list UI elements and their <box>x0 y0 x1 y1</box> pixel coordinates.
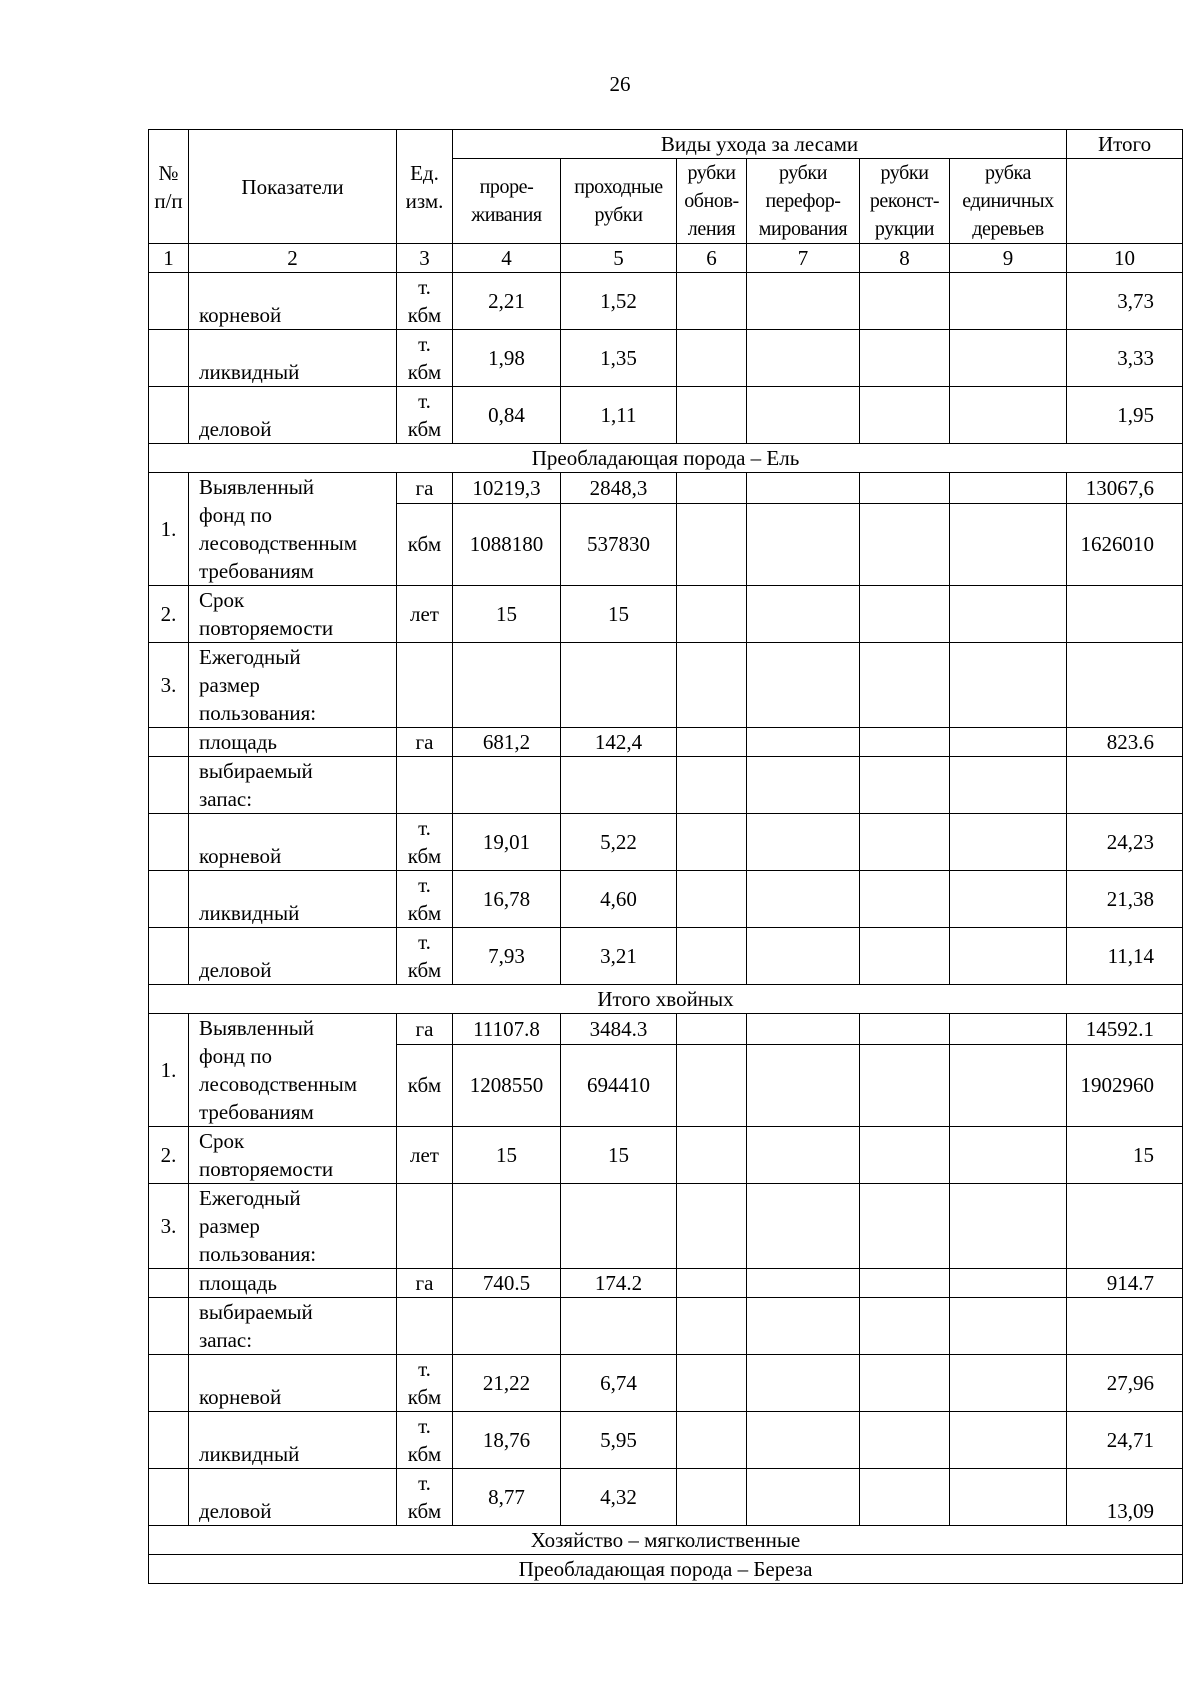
table-row <box>149 273 1183 330</box>
no-cell: 1. <box>149 473 189 586</box>
value-cell: 2,21 <box>453 273 561 330</box>
table-row <box>149 330 1183 387</box>
value-cell <box>677 1184 747 1269</box>
value-cell <box>397 1298 453 1355</box>
value-cell <box>561 1184 677 1269</box>
value-cell <box>677 1014 747 1045</box>
column-number: 2 <box>189 244 397 273</box>
total-cell: 1902960 <box>1067 1044 1183 1126</box>
value-cell <box>1067 757 1183 814</box>
section-row <box>149 1555 1183 1584</box>
value-cell: 1,52 <box>561 273 677 330</box>
no-cell <box>149 387 189 444</box>
unit-cell: га <box>397 1014 453 1045</box>
indicator-cell: корневой <box>189 1355 397 1412</box>
unit-cell: га <box>397 1269 453 1298</box>
value-cell <box>860 273 950 330</box>
total-cell: 24,71 <box>1067 1412 1183 1469</box>
table-row <box>149 1014 1183 1045</box>
unit-cell: т. кбм <box>397 871 453 928</box>
total-cell: 914.7 <box>1067 1269 1183 1298</box>
value-cell <box>747 728 860 757</box>
value-cell <box>950 503 1067 585</box>
value-cell <box>950 728 1067 757</box>
indicator-cell: выбираемый запас: <box>189 1298 397 1355</box>
total-cell: 823.6 <box>1067 728 1183 757</box>
value-cell <box>677 728 747 757</box>
total-cell: 11,14 <box>1067 928 1183 985</box>
table-row <box>149 814 1183 871</box>
column-number: 6 <box>677 244 747 273</box>
value-cell: 15 <box>561 586 677 643</box>
header-col-7: рубки перефор- мирования <box>747 159 860 244</box>
value-cell <box>561 1298 677 1355</box>
value-cell <box>747 1298 860 1355</box>
indicator-cell: площадь <box>189 1269 397 1298</box>
value-cell: 2848,3 <box>561 473 677 504</box>
value-cell <box>1067 643 1183 728</box>
no-cell <box>149 1469 189 1526</box>
indicator-cell: корневой <box>189 273 397 330</box>
no-cell <box>149 1269 189 1298</box>
header-number-row <box>149 244 1183 273</box>
indicator-cell: деловой <box>189 928 397 985</box>
indicator-cell: Выявленный фонд по лесоводственным требованиям <box>189 473 397 586</box>
unit-cell: га <box>397 473 453 504</box>
value-cell: 0,84 <box>453 387 561 444</box>
value-cell <box>950 928 1067 985</box>
value-cell <box>1067 1298 1183 1355</box>
value-cell: 11107.8 <box>453 1014 561 1045</box>
value-cell <box>747 643 860 728</box>
value-cell: 7,93 <box>453 928 561 985</box>
indicator-cell: деловой <box>189 1469 397 1526</box>
value-cell <box>677 273 747 330</box>
header-total: Итого <box>1067 130 1183 159</box>
value-cell: 694410 <box>561 1044 677 1126</box>
value-cell: 19,01 <box>453 814 561 871</box>
value-cell: 1088180 <box>453 503 561 585</box>
value-cell <box>747 586 860 643</box>
value-cell <box>677 928 747 985</box>
value-cell <box>677 1269 747 1298</box>
no-cell: 2. <box>149 586 189 643</box>
no-cell <box>149 728 189 757</box>
no-cell <box>149 757 189 814</box>
value-cell <box>677 814 747 871</box>
value-cell <box>860 814 950 871</box>
section-row <box>149 444 1183 473</box>
value-cell <box>677 473 747 504</box>
value-cell <box>860 728 950 757</box>
value-cell: 6,74 <box>561 1355 677 1412</box>
no-cell: 3. <box>149 1184 189 1269</box>
table-row <box>149 473 1183 504</box>
unit-cell: т. кбм <box>397 814 453 871</box>
unit-cell: т. кбм <box>397 1469 453 1526</box>
total-cell: 21,38 <box>1067 871 1183 928</box>
value-cell <box>747 473 860 504</box>
unit-cell: кбм <box>397 503 453 585</box>
no-cell: 1. <box>149 1014 189 1127</box>
total-cell: 24,23 <box>1067 814 1183 871</box>
value-cell: 1208550 <box>453 1044 561 1126</box>
value-cell <box>860 1184 950 1269</box>
indicator-cell: ликвидный <box>189 330 397 387</box>
value-cell <box>950 473 1067 504</box>
value-cell <box>747 814 860 871</box>
value-cell <box>860 330 950 387</box>
value-cell <box>747 503 860 585</box>
value-cell <box>860 1412 950 1469</box>
indicator-cell: ликвидный <box>189 871 397 928</box>
column-number: 4 <box>453 244 561 273</box>
value-cell <box>860 928 950 985</box>
indicator-cell: Ежегодный размер пользования: <box>189 1184 397 1269</box>
value-cell <box>860 757 950 814</box>
total-cell: 13067,6 <box>1067 473 1183 504</box>
value-cell: 537830 <box>561 503 677 585</box>
table-row <box>149 928 1183 985</box>
value-cell: 16,78 <box>453 871 561 928</box>
total-cell: 13,09 <box>1067 1469 1183 1526</box>
value-cell <box>860 643 950 728</box>
no-cell <box>149 330 189 387</box>
value-cell <box>677 1044 747 1126</box>
value-cell <box>950 1127 1067 1184</box>
value-cell: 5,95 <box>561 1412 677 1469</box>
value-cell <box>860 1127 950 1184</box>
column-number: 1 <box>149 244 189 273</box>
value-cell <box>747 928 860 985</box>
header-total-empty <box>1067 159 1183 244</box>
no-cell <box>149 871 189 928</box>
value-cell <box>950 871 1067 928</box>
table-row <box>149 643 1183 728</box>
table-row <box>149 757 1183 814</box>
unit-cell: кбм <box>397 1044 453 1126</box>
value-cell <box>397 643 453 728</box>
section-title-total: Итого хвойных <box>149 985 1183 1014</box>
column-number: 5 <box>561 244 677 273</box>
value-cell <box>950 1469 1067 1526</box>
value-cell: 4,32 <box>561 1469 677 1526</box>
value-cell <box>677 643 747 728</box>
value-cell <box>677 387 747 444</box>
indicator-cell: Выявленный фонд по лесоводственным требованиям <box>189 1014 397 1127</box>
value-cell <box>453 1298 561 1355</box>
section-row <box>149 1526 1183 1555</box>
no-cell: 2. <box>149 1127 189 1184</box>
value-cell <box>950 1412 1067 1469</box>
indicator-cell: Срок повторяемости <box>189 1127 397 1184</box>
total-cell: 27,96 <box>1067 1355 1183 1412</box>
value-cell: 15 <box>561 1127 677 1184</box>
value-cell <box>747 871 860 928</box>
value-cell <box>747 1269 860 1298</box>
section-title-soft: Хозяйство – мягколиственные <box>149 1526 1183 1555</box>
value-cell: 174.2 <box>561 1269 677 1298</box>
unit-cell: т. кбм <box>397 273 453 330</box>
value-cell <box>747 1014 860 1045</box>
value-cell <box>561 757 677 814</box>
value-cell <box>747 1469 860 1526</box>
value-cell <box>860 1269 950 1298</box>
unit-cell: т. кбм <box>397 1412 453 1469</box>
value-cell <box>950 1298 1067 1355</box>
section-title-birch: Преобладающая порода – Береза <box>149 1555 1183 1584</box>
indicator-cell: ликвидный <box>189 1412 397 1469</box>
header-row <box>149 130 1183 159</box>
value-cell <box>860 871 950 928</box>
unit-cell: лет <box>397 1127 453 1184</box>
value-cell <box>561 643 677 728</box>
no-cell <box>149 1412 189 1469</box>
total-cell: 1,95 <box>1067 387 1183 444</box>
value-cell: 142,4 <box>561 728 677 757</box>
value-cell <box>747 1184 860 1269</box>
value-cell <box>1067 1184 1183 1269</box>
value-cell <box>860 1014 950 1045</box>
value-cell: 5,22 <box>561 814 677 871</box>
value-cell: 18,76 <box>453 1412 561 1469</box>
indicator-cell: Срок повторяемости <box>189 586 397 643</box>
value-cell <box>677 330 747 387</box>
no-cell <box>149 273 189 330</box>
column-number: 8 <box>860 244 950 273</box>
header-col-5: проходные рубки <box>561 159 677 244</box>
value-cell <box>950 1014 1067 1045</box>
value-cell <box>677 757 747 814</box>
unit-cell: т. кбм <box>397 928 453 985</box>
value-cell <box>860 1298 950 1355</box>
value-cell <box>677 1127 747 1184</box>
indicator-cell: выбираемый запас: <box>189 757 397 814</box>
table-row <box>149 871 1183 928</box>
no-cell <box>149 1298 189 1355</box>
table-row <box>149 728 1183 757</box>
no-cell <box>149 814 189 871</box>
value-cell <box>860 1355 950 1412</box>
header-col-8: рубки реконст- рукции <box>860 159 950 244</box>
value-cell <box>747 1044 860 1126</box>
value-cell: 1,11 <box>561 387 677 444</box>
indicator-cell: корневой <box>189 814 397 871</box>
value-cell <box>950 387 1067 444</box>
value-cell <box>453 643 561 728</box>
value-cell <box>747 1127 860 1184</box>
value-cell <box>950 273 1067 330</box>
value-cell <box>747 1412 860 1469</box>
table-row <box>149 1127 1183 1184</box>
indicator-cell: Ежегодный размер пользования: <box>189 643 397 728</box>
value-cell <box>747 330 860 387</box>
no-cell <box>149 1355 189 1412</box>
value-cell <box>747 273 860 330</box>
header-unit: Ед. изм. <box>397 130 453 244</box>
value-cell: 21,22 <box>453 1355 561 1412</box>
value-cell: 740.5 <box>453 1269 561 1298</box>
header-no: № п/п <box>149 130 189 244</box>
value-cell <box>453 1184 561 1269</box>
value-cell: 3484.3 <box>561 1014 677 1045</box>
value-cell <box>677 503 747 585</box>
unit-cell: т. кбм <box>397 330 453 387</box>
value-cell <box>677 871 747 928</box>
value-cell: 15 <box>453 1127 561 1184</box>
value-cell: 3,21 <box>561 928 677 985</box>
value-cell <box>950 1355 1067 1412</box>
section-row <box>149 985 1183 1014</box>
table-row <box>149 1184 1183 1269</box>
value-cell <box>950 1044 1067 1126</box>
value-cell <box>747 387 860 444</box>
table-row <box>149 1269 1183 1298</box>
value-cell <box>397 1184 453 1269</box>
total-cell: 15 <box>1067 1127 1183 1184</box>
value-cell <box>397 757 453 814</box>
value-cell <box>860 1469 950 1526</box>
value-cell <box>860 503 950 585</box>
indicator-cell: площадь <box>189 728 397 757</box>
section-title-el: Преобладающая порода – Ель <box>149 444 1183 473</box>
header-col-9: рубка единичных деревьев <box>950 159 1067 244</box>
table-row <box>149 586 1183 643</box>
value-cell <box>860 473 950 504</box>
column-number: 3 <box>397 244 453 273</box>
value-cell <box>860 586 950 643</box>
value-cell <box>747 757 860 814</box>
value-cell <box>677 1469 747 1526</box>
header-indicators: Показатели <box>189 130 397 244</box>
no-cell: 3. <box>149 643 189 728</box>
value-cell: 15 <box>453 586 561 643</box>
forest-care-table <box>148 129 1183 1584</box>
value-cell <box>950 586 1067 643</box>
header-col-6: рубки обнов- ления <box>677 159 747 244</box>
value-cell: 681,2 <box>453 728 561 757</box>
unit-cell: т. кбм <box>397 1355 453 1412</box>
value-cell <box>950 643 1067 728</box>
unit-cell: т. кбм <box>397 387 453 444</box>
table-row <box>149 1298 1183 1355</box>
value-cell <box>453 757 561 814</box>
value-cell <box>747 1355 860 1412</box>
value-cell: 10219,3 <box>453 473 561 504</box>
value-cell <box>677 1355 747 1412</box>
total-cell: 3,73 <box>1067 273 1183 330</box>
total-cell <box>1067 586 1183 643</box>
value-cell <box>860 1044 950 1126</box>
value-cell <box>950 1184 1067 1269</box>
value-cell: 1,98 <box>453 330 561 387</box>
header-care-types: Виды ухода за лесами <box>453 130 1067 159</box>
value-cell <box>950 814 1067 871</box>
table-row <box>149 387 1183 444</box>
value-cell <box>950 1269 1067 1298</box>
unit-cell: га <box>397 728 453 757</box>
table-row <box>149 1469 1183 1526</box>
value-cell <box>677 586 747 643</box>
total-cell: 14592.1 <box>1067 1014 1183 1045</box>
total-cell: 1626010 <box>1067 503 1183 585</box>
total-cell: 3,33 <box>1067 330 1183 387</box>
column-number: 7 <box>747 244 860 273</box>
value-cell: 4,60 <box>561 871 677 928</box>
table-body <box>149 130 1183 1584</box>
page-number: 26 <box>609 72 631 96</box>
value-cell <box>950 330 1067 387</box>
value-cell: 1,35 <box>561 330 677 387</box>
column-number: 10 <box>1067 244 1183 273</box>
value-cell: 8,77 <box>453 1469 561 1526</box>
indicator-cell: деловой <box>189 387 397 444</box>
unit-cell: лет <box>397 586 453 643</box>
header-col-4: проре- живания <box>453 159 561 244</box>
value-cell <box>950 757 1067 814</box>
value-cell <box>677 1412 747 1469</box>
value-cell <box>677 1298 747 1355</box>
table-row <box>149 1355 1183 1412</box>
no-cell <box>149 928 189 985</box>
table-row <box>149 1412 1183 1469</box>
column-number: 9 <box>950 244 1067 273</box>
value-cell <box>860 387 950 444</box>
